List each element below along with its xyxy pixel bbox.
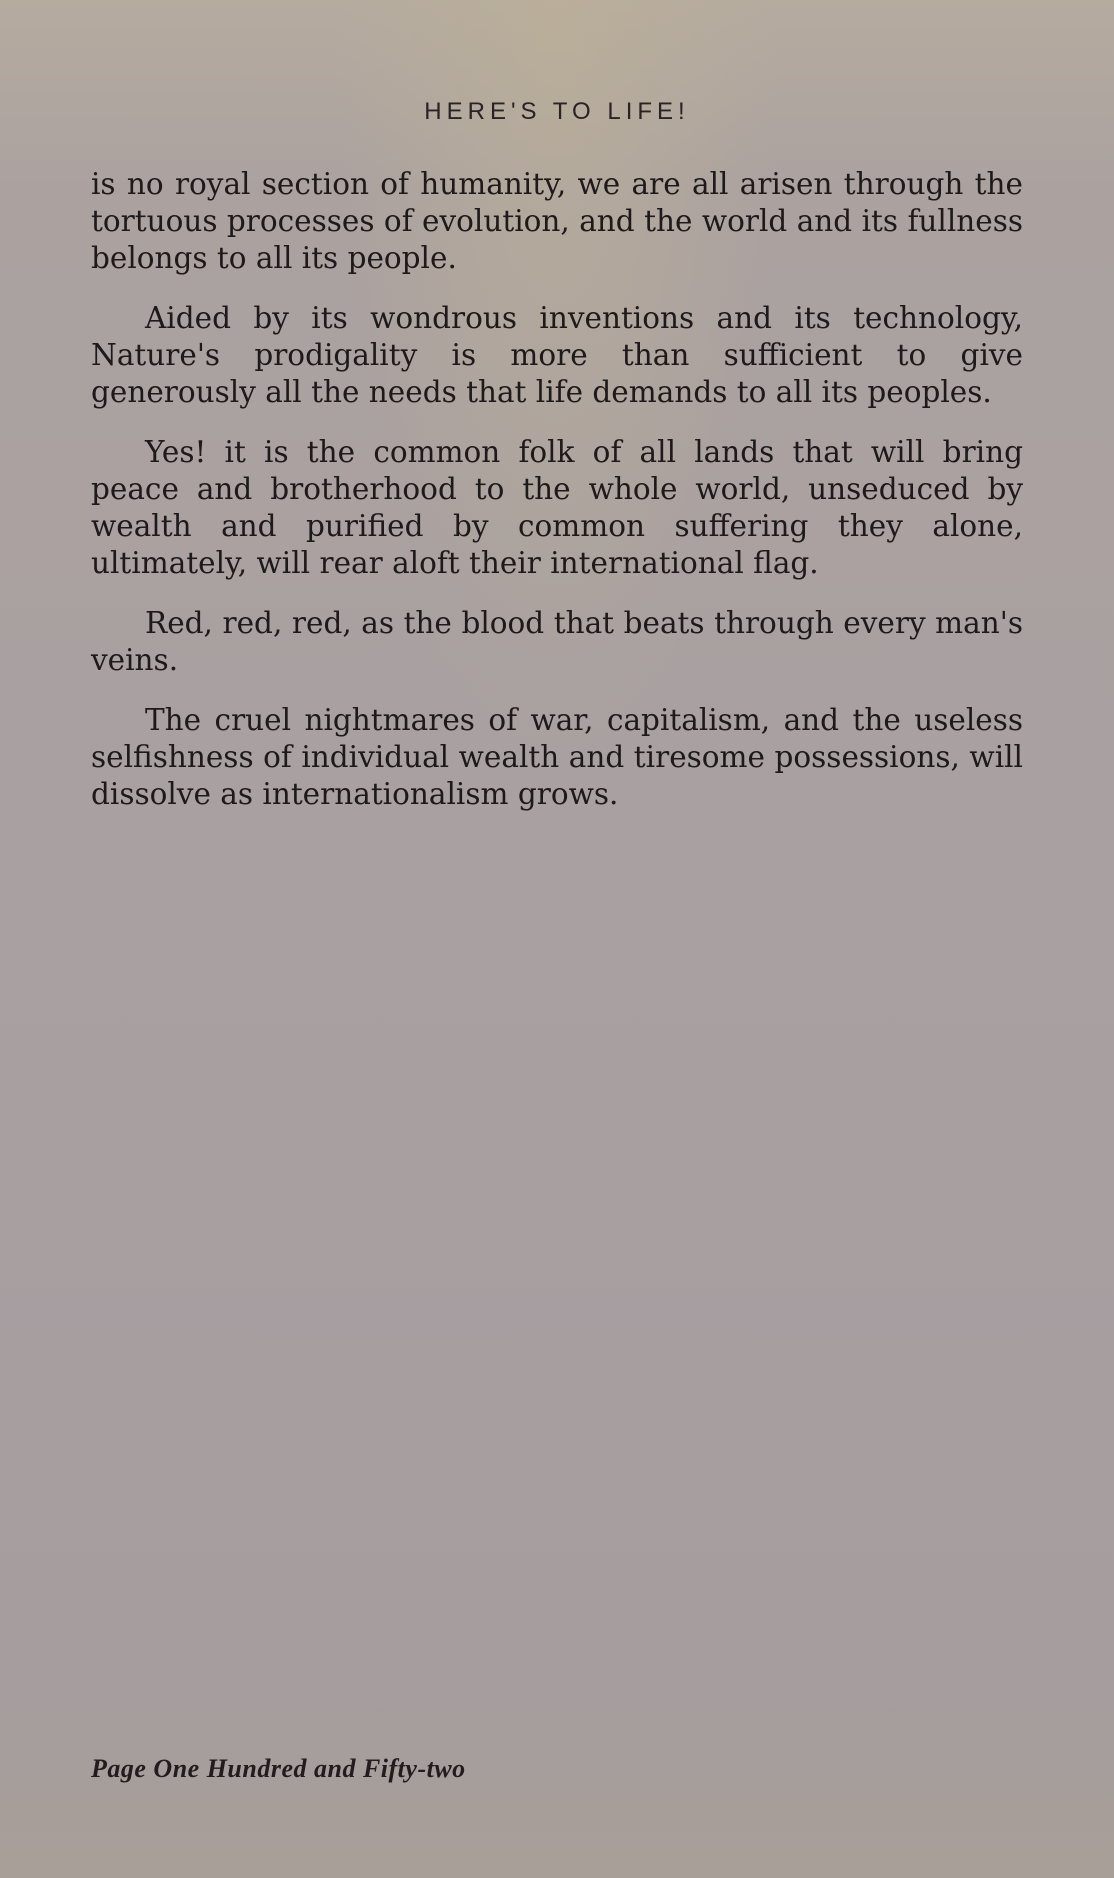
- page-number: Page One Hundred and Fifty-two: [91, 1754, 466, 1783]
- paragraph: Red, red, red, as the blood that beats through every man's veins.: [91, 606, 1023, 677]
- body-text: [91, 166, 1023, 836]
- running-head: HERE'S TO LIFE!: [424, 98, 690, 125]
- paragraph: Yes! it is the common folk of all lands that will bring peace and brotherhood to the whole world, unseduced by wealth and purified by common suffering they alone, ultimately, will rear aloft their international flag.: [91, 435, 1023, 580]
- paragraph: The cruel nightmares of war, capitalism, and the useless selfishness of individual wealth and tiresome possessions, will dissolve as internationalism grows.: [91, 703, 1023, 811]
- paragraph: is no royal section of humanity, we are all arisen through the tortuous processes of evolution, and the world and its fullness belongs to all its people.: [91, 167, 1023, 275]
- paragraph: Aided by its wondrous inventions and its technology, Nature's prodigality is more than sufficient to give generously all the needs that life demands to all its peoples.: [91, 301, 1023, 409]
